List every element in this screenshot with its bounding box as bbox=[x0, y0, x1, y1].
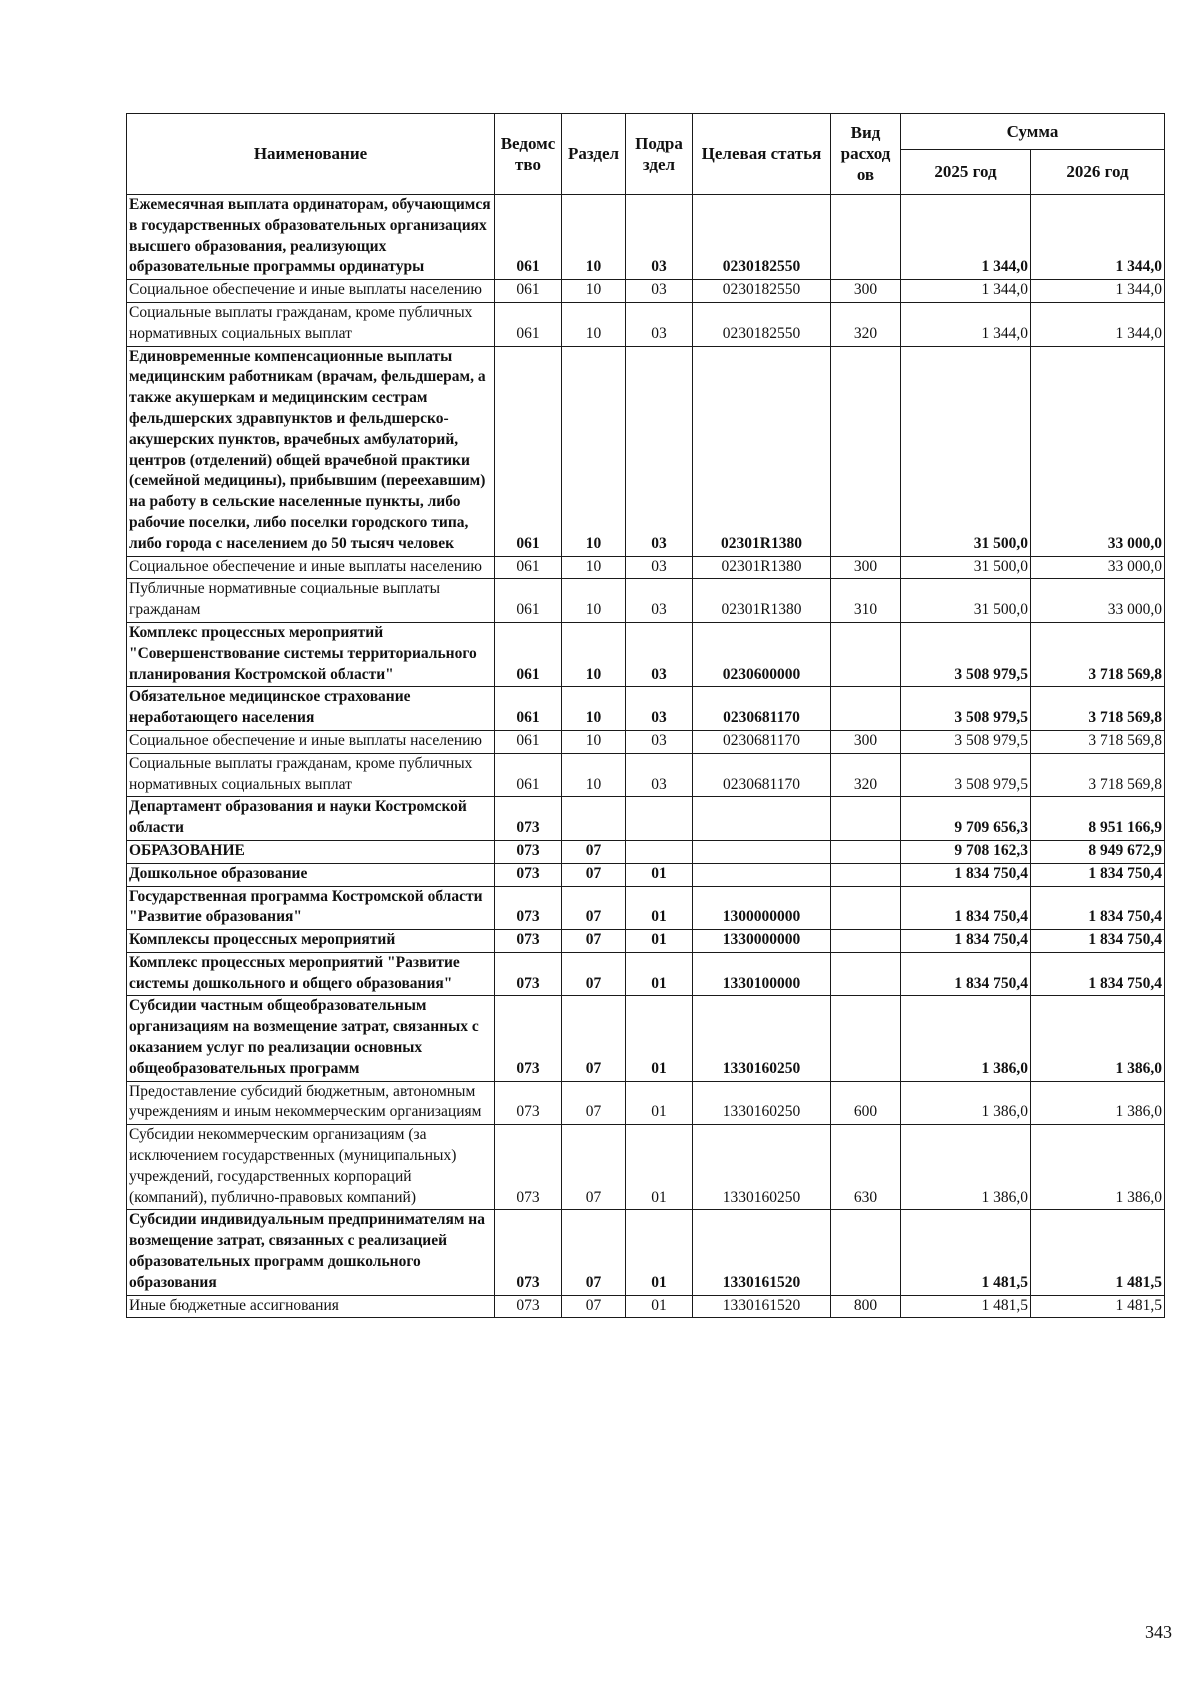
row-vedomstvo: 073 bbox=[495, 1125, 562, 1210]
row-tselevaya-statya: 1330100000 bbox=[693, 952, 831, 996]
row-razdel: 10 bbox=[562, 556, 626, 579]
table-row bbox=[127, 753, 1165, 797]
row-vedomstvo: 061 bbox=[495, 195, 562, 280]
table-row bbox=[127, 730, 1165, 753]
row-tselevaya-statya: 0230600000 bbox=[693, 622, 831, 686]
row-podrazdel: 03 bbox=[626, 730, 693, 753]
row-name: Ежемесячная выплата ординаторам, обучающимся в государственных образовательных организациях высшего образования, реализующих образовательные программы ординатуры bbox=[127, 195, 495, 280]
row-tselevaya-statya: 1330160250 bbox=[693, 1081, 831, 1125]
row-sum-2025: 1 344,0 bbox=[901, 302, 1031, 346]
row-sum-2026: 1 834 750,4 bbox=[1031, 952, 1165, 996]
row-vid-raskhodov bbox=[831, 346, 901, 556]
row-podrazdel: 01 bbox=[626, 1295, 693, 1318]
header-vedomstvo: Ведомс тво bbox=[495, 114, 562, 195]
table-row bbox=[127, 195, 1165, 280]
row-tselevaya-statya: 0230681170 bbox=[693, 687, 831, 731]
row-podrazdel: 03 bbox=[626, 579, 693, 623]
row-sum-2026: 1 386,0 bbox=[1031, 996, 1165, 1081]
table-row bbox=[127, 579, 1165, 623]
budget-table bbox=[126, 113, 1165, 1318]
row-vedomstvo: 061 bbox=[495, 280, 562, 303]
row-tselevaya-statya bbox=[693, 863, 831, 886]
table-body bbox=[127, 195, 1165, 1318]
header-tselevaya-statya: Целевая статья bbox=[693, 114, 831, 195]
row-sum-2025: 1 834 750,4 bbox=[901, 886, 1031, 930]
row-name: Субсидии частным общеобразовательным организациям на возмещение затрат, связанных с оказанием услуг по реализации основных общеобразовательных программ bbox=[127, 996, 495, 1081]
row-sum-2025: 1 481,5 bbox=[901, 1210, 1031, 1295]
row-sum-2025: 1 386,0 bbox=[901, 996, 1031, 1081]
row-vid-raskhodov bbox=[831, 840, 901, 863]
row-vid-raskhodov: 310 bbox=[831, 579, 901, 623]
row-razdel: 10 bbox=[562, 280, 626, 303]
header-name: Наименование bbox=[127, 114, 495, 195]
table-row bbox=[127, 952, 1165, 996]
row-name: Социальное обеспечение и иные выплаты населению bbox=[127, 280, 495, 303]
row-name: Обязательное медицинское страхование неработающего населения bbox=[127, 687, 495, 731]
table-row bbox=[127, 930, 1165, 953]
row-razdel bbox=[562, 797, 626, 841]
row-sum-2025: 1 386,0 bbox=[901, 1125, 1031, 1210]
row-vid-raskhodov: 320 bbox=[831, 753, 901, 797]
row-sum-2025: 3 508 979,5 bbox=[901, 730, 1031, 753]
row-razdel: 10 bbox=[562, 730, 626, 753]
row-vedomstvo: 073 bbox=[495, 996, 562, 1081]
row-sum-2026: 1 344,0 bbox=[1031, 302, 1165, 346]
row-vid-raskhodov bbox=[831, 952, 901, 996]
row-sum-2026: 1 834 750,4 bbox=[1031, 863, 1165, 886]
row-razdel: 07 bbox=[562, 1081, 626, 1125]
row-sum-2026: 1 344,0 bbox=[1031, 195, 1165, 280]
row-sum-2026: 33 000,0 bbox=[1031, 556, 1165, 579]
row-vid-raskhodov: 300 bbox=[831, 730, 901, 753]
row-sum-2026: 1 386,0 bbox=[1031, 1125, 1165, 1210]
row-sum-2026: 33 000,0 bbox=[1031, 346, 1165, 556]
table-row bbox=[127, 996, 1165, 1081]
table-row bbox=[127, 556, 1165, 579]
row-vid-raskhodov bbox=[831, 930, 901, 953]
row-sum-2025: 31 500,0 bbox=[901, 556, 1031, 579]
row-razdel: 10 bbox=[562, 622, 626, 686]
row-vedomstvo: 073 bbox=[495, 797, 562, 841]
row-vedomstvo: 073 bbox=[495, 1210, 562, 1295]
row-razdel: 07 bbox=[562, 930, 626, 953]
row-razdel: 10 bbox=[562, 579, 626, 623]
row-sum-2025: 3 508 979,5 bbox=[901, 687, 1031, 731]
row-vid-raskhodov bbox=[831, 1210, 901, 1295]
row-sum-2025: 1 834 750,4 bbox=[901, 930, 1031, 953]
row-podrazdel: 01 bbox=[626, 952, 693, 996]
row-razdel: 07 bbox=[562, 1295, 626, 1318]
row-vid-raskhodov: 300 bbox=[831, 556, 901, 579]
row-vedomstvo: 061 bbox=[495, 302, 562, 346]
row-sum-2026: 1 834 750,4 bbox=[1031, 886, 1165, 930]
row-tselevaya-statya: 0230182550 bbox=[693, 302, 831, 346]
row-tselevaya-statya: 1330160250 bbox=[693, 996, 831, 1081]
row-name: Социальное обеспечение и иные выплаты населению bbox=[127, 730, 495, 753]
row-podrazdel: 01 bbox=[626, 996, 693, 1081]
row-razdel: 07 bbox=[562, 1210, 626, 1295]
header-2026: 2026 год bbox=[1031, 150, 1165, 195]
row-name: Иные бюджетные ассигнования bbox=[127, 1295, 495, 1318]
row-vedomstvo: 061 bbox=[495, 579, 562, 623]
row-vid-raskhodov bbox=[831, 797, 901, 841]
row-name: Комплексы процессных мероприятий bbox=[127, 930, 495, 953]
row-podrazdel: 03 bbox=[626, 687, 693, 731]
row-podrazdel: 03 bbox=[626, 280, 693, 303]
row-razdel: 10 bbox=[562, 302, 626, 346]
table-row bbox=[127, 1081, 1165, 1125]
row-name: Социальное обеспечение и иные выплаты населению bbox=[127, 556, 495, 579]
row-podrazdel: 03 bbox=[626, 753, 693, 797]
header-summa: Сумма bbox=[901, 114, 1165, 150]
row-tselevaya-statya: 0230182550 bbox=[693, 195, 831, 280]
row-podrazdel: 03 bbox=[626, 195, 693, 280]
row-sum-2026: 3 718 569,8 bbox=[1031, 622, 1165, 686]
row-tselevaya-statya: 1330160250 bbox=[693, 1125, 831, 1210]
row-tselevaya-statya bbox=[693, 797, 831, 841]
row-name: Предоставление субсидий бюджетным, автономным учреждениям и иным некоммерческим организациям bbox=[127, 1081, 495, 1125]
table-row bbox=[127, 797, 1165, 841]
row-name: ОБРАЗОВАНИЕ bbox=[127, 840, 495, 863]
row-razdel: 10 bbox=[562, 346, 626, 556]
row-tselevaya-statya: 1300000000 bbox=[693, 886, 831, 930]
row-vedomstvo: 073 bbox=[495, 863, 562, 886]
row-sum-2025: 1 834 750,4 bbox=[901, 863, 1031, 886]
row-name: Социальные выплаты гражданам, кроме публичных нормативных социальных выплат bbox=[127, 753, 495, 797]
row-razdel: 10 bbox=[562, 195, 626, 280]
row-sum-2025: 3 508 979,5 bbox=[901, 622, 1031, 686]
header-2025: 2025 год bbox=[901, 150, 1031, 195]
row-razdel: 07 bbox=[562, 1125, 626, 1210]
table-row bbox=[127, 1125, 1165, 1210]
table-row bbox=[127, 622, 1165, 686]
row-name: Субсидии некоммерческим организациям (за исключением государственных (муниципальных) учреждений, государственных корпораций (компаний), публично-правовых компаний) bbox=[127, 1125, 495, 1210]
row-vedomstvo: 061 bbox=[495, 730, 562, 753]
row-razdel: 07 bbox=[562, 952, 626, 996]
row-sum-2025: 1 386,0 bbox=[901, 1081, 1031, 1125]
row-vedomstvo: 061 bbox=[495, 687, 562, 731]
row-razdel: 07 bbox=[562, 863, 626, 886]
row-tselevaya-statya: 02301R1380 bbox=[693, 556, 831, 579]
row-name: Дошкольное образование bbox=[127, 863, 495, 886]
row-podrazdel: 01 bbox=[626, 1125, 693, 1210]
table-row bbox=[127, 280, 1165, 303]
row-vedomstvo: 073 bbox=[495, 930, 562, 953]
header-razdel: Раздел bbox=[562, 114, 626, 195]
row-razdel: 10 bbox=[562, 687, 626, 731]
row-vedomstvo: 061 bbox=[495, 622, 562, 686]
row-sum-2025: 1 344,0 bbox=[901, 280, 1031, 303]
row-sum-2025: 31 500,0 bbox=[901, 346, 1031, 556]
row-podrazdel: 01 bbox=[626, 1081, 693, 1125]
row-sum-2025: 3 508 979,5 bbox=[901, 753, 1031, 797]
row-sum-2025: 1 834 750,4 bbox=[901, 952, 1031, 996]
table-row bbox=[127, 1210, 1165, 1295]
row-sum-2025: 9 709 656,3 bbox=[901, 797, 1031, 841]
row-vid-raskhodov bbox=[831, 195, 901, 280]
row-tselevaya-statya: 0230182550 bbox=[693, 280, 831, 303]
row-tselevaya-statya: 0230681170 bbox=[693, 730, 831, 753]
row-podrazdel: 03 bbox=[626, 346, 693, 556]
table-row bbox=[127, 886, 1165, 930]
page-number: 343 bbox=[1145, 1622, 1172, 1642]
row-name: Государственная программа Костромской области "Развитие образования" bbox=[127, 886, 495, 930]
table-row bbox=[127, 863, 1165, 886]
row-name: Комплекс процессных мероприятий "Совершенствование системы территориального планирования Костромской области" bbox=[127, 622, 495, 686]
row-podrazdel bbox=[626, 797, 693, 841]
row-sum-2026: 3 718 569,8 bbox=[1031, 753, 1165, 797]
row-name: Субсидии индивидуальным предпринимателям на возмещение затрат, связанных с реализацией образовательных программ дошкольного образования bbox=[127, 1210, 495, 1295]
row-vedomstvo: 061 bbox=[495, 556, 562, 579]
row-podrazdel bbox=[626, 840, 693, 863]
table-row bbox=[127, 302, 1165, 346]
row-tselevaya-statya: 02301R1380 bbox=[693, 579, 831, 623]
table-row bbox=[127, 840, 1165, 863]
row-vedomstvo: 061 bbox=[495, 753, 562, 797]
table-row bbox=[127, 687, 1165, 731]
row-sum-2026: 1 834 750,4 bbox=[1031, 930, 1165, 953]
row-vid-raskhodov: 300 bbox=[831, 280, 901, 303]
row-vid-raskhodov: 800 bbox=[831, 1295, 901, 1318]
row-vid-raskhodov bbox=[831, 687, 901, 731]
row-sum-2026: 1 344,0 bbox=[1031, 280, 1165, 303]
row-vedomstvo: 073 bbox=[495, 840, 562, 863]
row-tselevaya-statya bbox=[693, 840, 831, 863]
row-podrazdel: 03 bbox=[626, 622, 693, 686]
row-name: Комплекс процессных мероприятий "Развитие системы дошкольного и общего образования" bbox=[127, 952, 495, 996]
row-podrazdel: 03 bbox=[626, 302, 693, 346]
row-vid-raskhodov: 320 bbox=[831, 302, 901, 346]
row-sum-2026: 33 000,0 bbox=[1031, 579, 1165, 623]
header-podrazdel: Подра здел bbox=[626, 114, 693, 195]
row-vedomstvo: 073 bbox=[495, 952, 562, 996]
row-vid-raskhodov bbox=[831, 622, 901, 686]
table-row bbox=[127, 1295, 1165, 1318]
row-sum-2026: 3 718 569,8 bbox=[1031, 687, 1165, 731]
row-name: Единовременные компенсационные выплаты медицинским работникам (врачам, фельдшерам, а также акушеркам и медицинским сестрам фельдшерских здравпунктов и фельдшерско-акушерских пунктов, врачебных амбулаторий, центров (отделений) общей врачебной практики (семейной медицины), прибывшим (переехавшим) на работу в сельские населенные пункты, либо рабочие поселки, либо поселки городского типа, либо города с населением до 50 тысяч человек bbox=[127, 346, 495, 556]
row-vedomstvo: 073 bbox=[495, 1081, 562, 1125]
row-vid-raskhodov bbox=[831, 996, 901, 1081]
row-tselevaya-statya: 1330161520 bbox=[693, 1210, 831, 1295]
row-vid-raskhodov: 600 bbox=[831, 1081, 901, 1125]
table-row bbox=[127, 346, 1165, 556]
row-name: Социальные выплаты гражданам, кроме публичных нормативных социальных выплат bbox=[127, 302, 495, 346]
row-vedomstvo: 073 bbox=[495, 886, 562, 930]
row-vedomstvo: 061 bbox=[495, 346, 562, 556]
row-sum-2026: 8 949 672,9 bbox=[1031, 840, 1165, 863]
row-vedomstvo: 073 bbox=[495, 1295, 562, 1318]
row-sum-2025: 1 344,0 bbox=[901, 195, 1031, 280]
row-podrazdel: 01 bbox=[626, 930, 693, 953]
row-sum-2026: 1 386,0 bbox=[1031, 1081, 1165, 1125]
header-vid-raskhodov: Вид расход ов bbox=[831, 114, 901, 195]
row-name: Публичные нормативные социальные выплаты гражданам bbox=[127, 579, 495, 623]
row-podrazdel: 01 bbox=[626, 886, 693, 930]
row-vid-raskhodov bbox=[831, 863, 901, 886]
row-vid-raskhodov bbox=[831, 886, 901, 930]
row-razdel: 07 bbox=[562, 996, 626, 1081]
row-podrazdel: 01 bbox=[626, 863, 693, 886]
row-name: Департамент образования и науки Костромской области bbox=[127, 797, 495, 841]
row-vid-raskhodov: 630 bbox=[831, 1125, 901, 1210]
row-tselevaya-statya: 1330000000 bbox=[693, 930, 831, 953]
row-tselevaya-statya: 0230681170 bbox=[693, 753, 831, 797]
row-sum-2025: 31 500,0 bbox=[901, 579, 1031, 623]
row-razdel: 07 bbox=[562, 840, 626, 863]
row-sum-2026: 1 481,5 bbox=[1031, 1295, 1165, 1318]
row-podrazdel: 01 bbox=[626, 1210, 693, 1295]
row-sum-2026: 3 718 569,8 bbox=[1031, 730, 1165, 753]
row-razdel: 10 bbox=[562, 753, 626, 797]
row-tselevaya-statya: 02301R1380 bbox=[693, 346, 831, 556]
row-sum-2025: 9 708 162,3 bbox=[901, 840, 1031, 863]
row-tselevaya-statya: 1330161520 bbox=[693, 1295, 831, 1318]
row-sum-2025: 1 481,5 bbox=[901, 1295, 1031, 1318]
row-sum-2026: 8 951 166,9 bbox=[1031, 797, 1165, 841]
row-razdel: 07 bbox=[562, 886, 626, 930]
header-row bbox=[127, 114, 1165, 150]
row-podrazdel: 03 bbox=[626, 556, 693, 579]
row-sum-2026: 1 481,5 bbox=[1031, 1210, 1165, 1295]
